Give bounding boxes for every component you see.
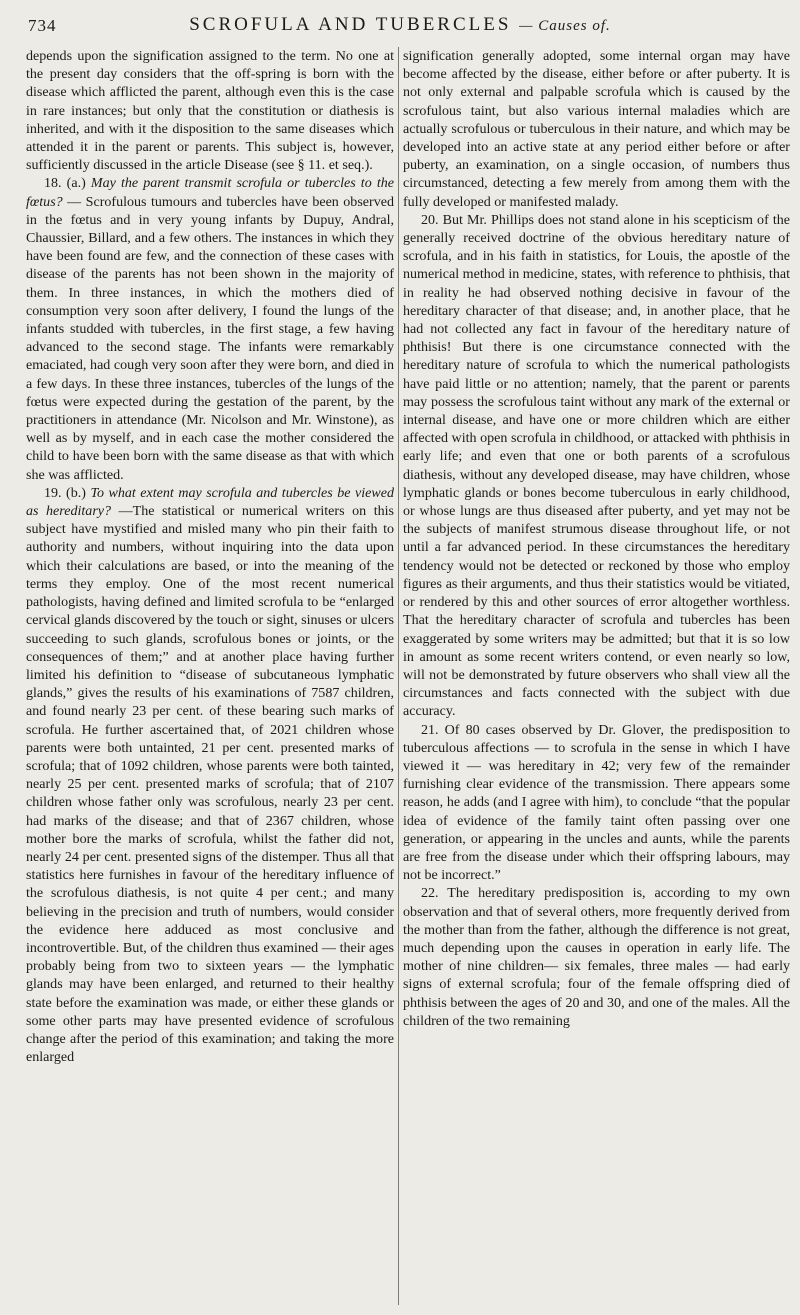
section-text: —The statistical or numerical writers on this subject have mystified and misled many who pin their faith to authority and numbers, without inquiring into the data upon which their calculations are based, or into the meaning of the terms they employ. One of the most recent numerical pathologists, having defined and limited scrofula to be “enlarged cervical glands discovered by the touch or sight, sinuses or ulcers succeeding to such glands, scrofulous bones or joints, or the consequences of them;” and at another place having further limited his definition to “disease of subcutaneous lymphatic glands,” gives the results of his examinations of 7587 children, and found nearly 23 per cent. of these bearing such marks of scrofula. He further ascertained that, of 2021 children whose parents were both untainted, 21 per cent. presented marks of scrofula; that of 1092 children, whose parents were both tainted, nearly 25 per cent. presented marks of scrofula; that of 2107 children whose father only was scrofulous, nearly 23 per cent. had marks of the disease; and that of 2367 children, whose mother bore the marks of scrofula, whilst the father did not, nearly 24 per cent. presented signs of the distemper. Thus all that statistics here furnishes in favour of the hereditary influence of the scrofulous diathesis, is not quite 4 per cent.; and many believing in the precision and truth of numbers, would consider the evidence here adduced as most conclusive and incontrovertible. But, of the children thus examined — their ages probably being from two to sixteen years — the lymphatic glands may have been enlarged, and returned to their healthy state before the examination was made, or either these glands or some other parts may have presented evidence of scrofulous change after the period of this examination; and taking the more enlarged	[26, 503, 394, 1066]
paragraph: 21. Of 80 cases observed by Dr. Glover, the predisposition to tuberculous affections — to scrofula in the sense in which I have viewed it — was hereditary in 42; very few of the remainder furnishing clear evidence of the transmission. There appears some reason, he adds (and I agree with him), to conclude “that the popular idea of evidence of the family taint often passing over one generation, or appearing in the uncles and aunts, while the parents are free from the disease under which their offspring labours, may not be incorrect.”	[403, 721, 790, 884]
two-column-body	[26, 47, 790, 1305]
right-column	[403, 47, 790, 1305]
paragraph: 20. But Mr. Phillips does not stand alone in his scepticism of the generally received doctrine of the obvious hereditary nature of scrofula, and in his faith in statistics, for Louis, the apostle of the numerical method in medicine, states, with reference to phthisis, that in reality he had observed nothing decisive in favour of the hereditary character of that disease; and, in another place, that he had not collected any fact in favour of the hereditary nature of phthisis! But there is one circumstance connected with the hereditary nature of scrofula to which the numerical pathologists have paid little or no attention; namely, that the parent or parents may possess the scrofulous taint without any mark of the external or internal disease, and have one or more children which are either affected with open scrofula in childhood, or attacked with phthisis in early life; and even that one or both parents of a scrofulous diathesis, without any developed disease, may have children, whose lymphatic glands or bones become tuberculous in early childhood, or whose lungs are thus diseased after puberty, and yet may not be the subjects of manifest strumous disease throughout life, or not until a far advanced period. In these circumstances the hereditary tendency would not be detected or reckoned by those who employ figures as their arguments, and thus their statistics would be vitiated, or rendered by this and other sources of error altogether worthless. That the hereditary character of scrofula and tubercles has been exaggerated by some writers may be admitted; but that it is so low in amount as some recent writers contend, or even nearly so low, will not be demonstrated by future observers who shall view all the circumstances and facts connected with the subject with due accuracy.	[403, 211, 790, 720]
paragraph	[26, 174, 394, 483]
section-question: To what extent may scrofula and tubercles be viewed as hereditary?	[26, 484, 395, 520]
paragraph: 22. The hereditary predisposition is, according to my own observation and that of several others, more frequently derived from the mother than from the father, although the difference is not great, much depending upon the causes in operation in early life. The mother of nine children— six females, three males — had early signs of external scrofula; four of the female offspring died of phthisis between the ages of 20 and 30, and one of the males. All the children of the two remaining	[403, 885, 790, 1029]
page-number: 734	[28, 16, 57, 35]
running-head-title: SCROFULA AND TUBERCLES	[189, 14, 512, 35]
left-column	[26, 47, 394, 1305]
paragraph: depends upon the signification assigned to the term. No one at the present day considers that the off-spring is born with the disease which afflicted the parent, although even this is the case in rare instances; but only that the constitution or diathesis is inherited, and with it the disposition to the same diseases which attended it in the parent or parents. This subject is, however, sufficiently discussed in the article Disease (see § 11. et seq.).	[26, 48, 394, 174]
section-question: May the parent transmit scrofula or tubercles to the fœtus?	[26, 175, 394, 210]
paragraph: signification generally adopted, some internal organ may have become affected by the disease, either before or after puberty. It is not only external and palpable scrofula which is caused by the scrofulous taint, but also various internal maladies which are actually scrofulous or tuberculous in their nature, and which may be developed into an active state at any period either before or after puberty, an examination, on a single occasion, of numbers thus circumstanced, detecting a few merely from among them with the fully developed or manifested malady.	[403, 48, 790, 210]
column-divider	[398, 47, 399, 1305]
paragraph	[26, 484, 394, 1067]
running-head	[18, 14, 782, 36]
section-text: — Scrofulous tumours and tubercles have been observed in the fœtus and in very young infants by Dupuy, Andral, Chaussier, Billard, and a few others. The instances in which they have been found are few, and the connection of these cases with disease of the parents has not been shown in the majority of them. In three instances, in which the mothers died of consumption very soon after delivery, I found the lungs of the infants studded with tubercles, in the first stage, a few having advanced to the second stage. The infants were remarkably emaciated, had cough very soon after they were born, and died in a few days. In these three instances, tubercles of the lungs of the fœtus were expected during the gestation of the parent, by the practitioners in attendance (Mr. Nicolson and Mr. Winstone), as well as by myself, and in each case the mother considered the child to have been born with the same disease as that with which she was afflicted.	[26, 193, 394, 483]
page-header	[18, 14, 782, 38]
section-number: 18. (a.)	[44, 175, 86, 192]
section-number: 19. (b.)	[44, 484, 86, 501]
running-head-subtitle: — Causes of.	[519, 18, 611, 34]
